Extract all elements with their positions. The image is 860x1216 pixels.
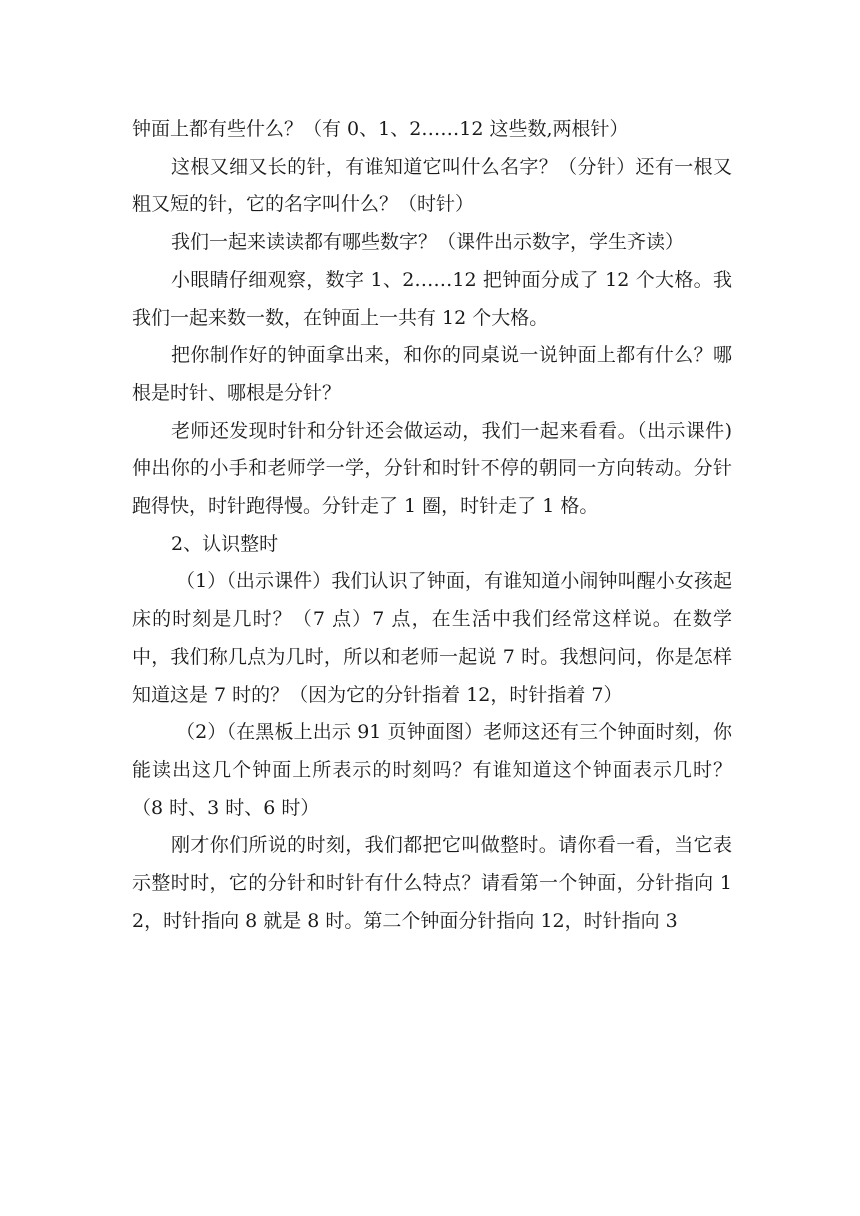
paragraph-whole-hour-features: 刚才你们所说的时刻，我们都把它叫做整时。请你看一看，当它表示整时时，它的分针和时针有什么特点？请看第一个钟面，分针指向 12，时针指向 8 就是 8 时。第二个钟面分针指向 12，时针指向 3 (132, 834, 732, 932)
paragraph-deskmate-discussion: 把你制作好的钟面拿出来，和你的同桌说一说钟面上都有什么？哪根是时针、哪根是分针？ (132, 344, 732, 404)
paragraph-read-numbers: 我们一起来读读都有哪些数字？（课件出示数字，学生齐读） (171, 231, 685, 254)
paragraph-clock-face-contents: 钟面上都有些什么？（有 0、1、2……12 这些数,两根针） (132, 118, 629, 140)
paragraph-hands-movement: 老师还发现时针和分针还会做运动，我们一起来看看。（出示课件)伸出你的小手和老师学一学，分针和时针不停的朝同一方向转动。分针跑得快，时针跑得慢。分针走了 1 圈，时针走了 1 格。 (132, 419, 732, 518)
paragraph-alarm-clock-seven: （1）（出示课件）我们认识了钟面，有谁知道小闹钟叫醒小女孩起床的时刻是几时？（7 点）7 点，在生活中我们经常这样说。在数学中，我们称几点为几时，所以和老师一起说 7 时。我想问问，你是怎样知道这是 7 时的？（因为它的分针指着 12，时针指着 7） (132, 570, 732, 706)
document-body (132, 111, 732, 940)
paragraph-twelve-divisions: 小眼睛仔细观察，数字 1、2……12 把钟面分成了 12 个大格。我我们一起来数一数，在钟面上一共有 12 个大格。 (132, 268, 732, 329)
section-heading-whole-hours: 2、认识整时 (171, 532, 279, 555)
paragraph-minute-hour-hands: 这根又细又长的针，有谁知道它叫什么名字？（分针）还有一根又粗又短的针，它的名字叫什么？（时针） (132, 155, 732, 216)
paragraph-three-clock-faces: （2）（在黑板上出示 91 页钟面图）老师这还有三个钟面时刻，你能读出这几个钟面上所表示的时刻吗？有谁知道这个钟面表示几时？（8 时、3 时、6 时） (132, 721, 732, 819)
